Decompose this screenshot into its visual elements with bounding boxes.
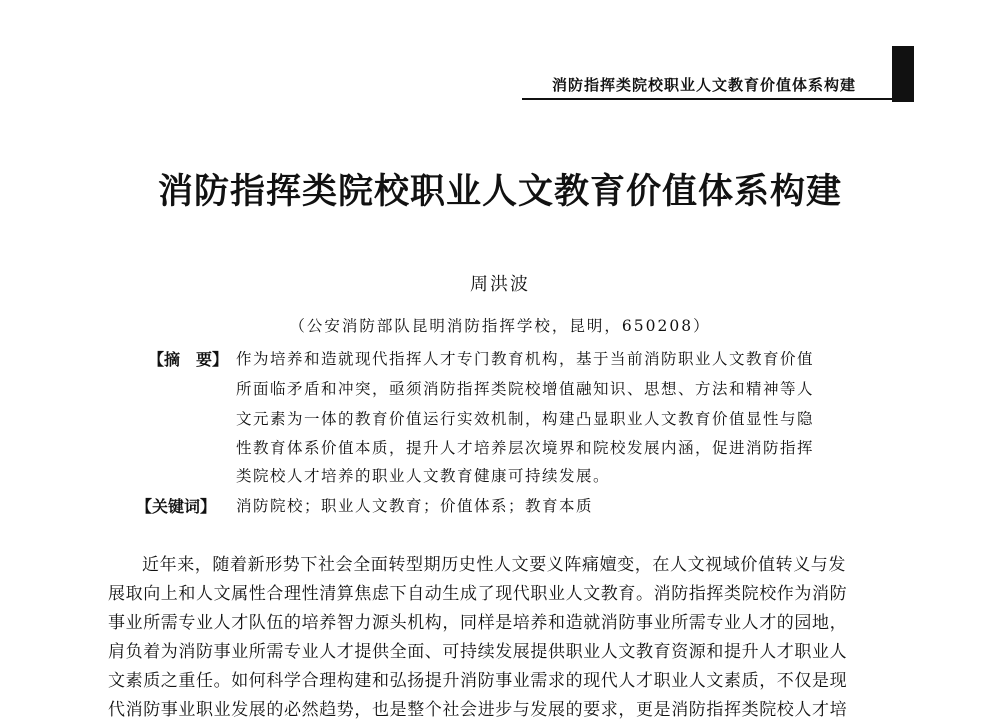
header-rule: [522, 98, 892, 100]
abstract-line: 类院校人才培养的职业人文教育健康可持续发展。: [236, 467, 611, 485]
abstract-line: 性教育体系价值本质，提升人才培养层次境界和院校发展内涵，促进消防指挥: [236, 439, 815, 457]
body-paragraph-line: 文素质之重任。如何科学合理构建和弘扬提升消防事业需求的现代人才职业人文素质，不仅是现: [108, 671, 848, 691]
keywords-label: 【关键词】: [136, 497, 217, 516]
header-block-mark: [892, 46, 914, 102]
abstract-line: 所面临矛盾和冲突，亟须消防指挥类院校增值融知识、思想、方法和精神等人: [236, 380, 815, 398]
paper-title: 消防指挥类院校职业人文教育价值体系构建: [157, 172, 842, 212]
body-paragraph-line: 代消防事业职业发展的必然趋势，也是整个社会进步与发展的要求，更是消防指挥类院校人才培: [108, 700, 848, 720]
running-header: 消防指挥类院校职业人文教育价值体系构建: [552, 76, 857, 94]
keywords-text: 消防院校；职业人文教育；价值体系；教育本质: [236, 497, 594, 515]
body-paragraph-line: 展取向上和人文属性合理性清算焦虑下自动生成了现代职业人文教育。消防指挥类院校作为消防: [108, 584, 848, 604]
abstract-line: 作为培养和造就现代指挥人才专门教育机构，基于当前消防职业人文教育价值: [236, 350, 815, 368]
author-affiliation: （公安消防部队昆明消防指挥学校，昆明，650208）: [289, 317, 711, 335]
body-paragraph-line: 事业所需专业人才队伍的培养智力源头机构，同样是培养和造就消防事业所需专业人才的园地，: [108, 613, 848, 633]
author-name: 周洪波: [470, 274, 530, 295]
body-paragraph-line: 肩负着为消防事业所需专业人才提供全面、可持续发展提供职业人文教育资源和提升人才职业人: [108, 642, 848, 662]
body-paragraph-line: 近年来，随着新形势下社会全面转型期历史性人文要义阵痛嬗变，在人文视域价值转义与发: [142, 555, 846, 575]
abstract-line: 文元素为一体的教育价值运行实效机制，构建凸显职业人文教育价值显性与隐: [236, 410, 815, 428]
abstract-label: 【摘 要】: [148, 350, 229, 369]
